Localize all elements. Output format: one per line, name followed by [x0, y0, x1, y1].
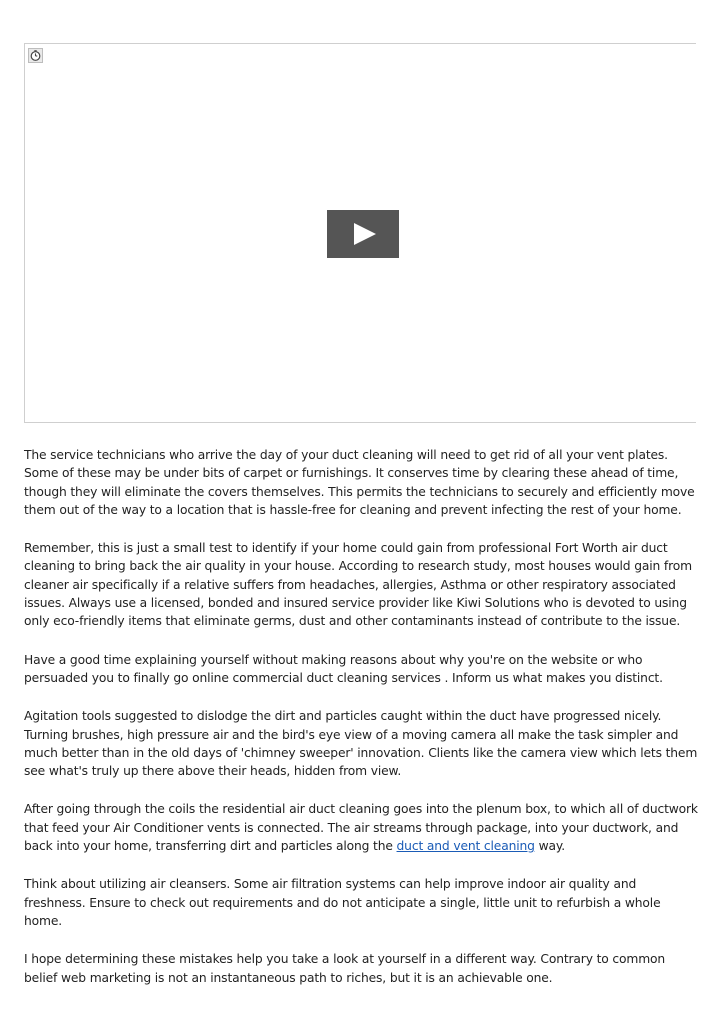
paragraph-3: Have a good time explaining yourself without making reasons about why you're on the website or who persuaded you to finally go online commercial duct cleaning services . Inform us what makes you distinct. — [24, 652, 663, 685]
clock-icon[interactable] — [28, 48, 43, 63]
play-icon — [327, 210, 399, 258]
play-button[interactable] — [327, 210, 399, 258]
paragraph-5-text-before: After going through the coils the residential air duct cleaning goes into the plenum box, to which all of ductwork that feed your Air Conditioner vents is connected. The air streams through package, into your ductwork, and back into your home, transferring dirt and particles along the — [24, 802, 698, 854]
paragraph-2: Remember, this is just a small test to identify if your home could gain from professional Fort Worth air duct cleaning to bring back the air quality in your house. According to research study, most houses would gain from cleaner air specifically if a relative suffers from headaches, allergies, Asthma or other respiratory associated issues. Always use a licensed, bonded and insured service provider like Kiwi Solutions who is devoted to using only eco-friendly items that eliminate germs, dust and other contaminants instead of contribute to the issue. — [24, 541, 692, 629]
article-body — [24, 446, 700, 1007]
paragraph-1: The service technicians who arrive the day of your duct cleaning will need to get rid of all your vent plates. Some of these may be under bits of carpet or furnishings. It conserves time by clearing these ahead of time, though they will eliminate the covers themselves. This permits the technicians to securely and efficiently move them out of the way to a location that is hassle-free for cleaning and prevent infecting the rest of your home. — [24, 448, 695, 517]
paragraph-6: Think about utilizing air cleansers. Some air filtration systems can help improve indoor air quality and freshness. Ensure to check out requirements and do not anticipate a single, little unit to refurbish a whole home. — [24, 877, 661, 928]
paragraph-7: I hope determining these mistakes help you take a look at yourself in a different way. Contrary to common belief web marketing is not an instantaneous path to riches, but it is an achievable one. — [24, 952, 666, 985]
paragraph-5-text-after: way. — [534, 839, 566, 854]
paragraph-5 — [24, 800, 700, 855]
paragraph-4: Agitation tools suggested to dislodge the dirt and particles caught within the duct have progressed nicely. Turning brushes, high pressure air and the bird's eye view of a moving camera all make the task simpler and much better than in the old days of 'chimney sweeper' innovation. Clients like the camera view which lets them see what's truly up there above their heads, hidden from view. — [24, 709, 698, 779]
video-embed[interactable] — [24, 43, 696, 423]
duct-and-vent-cleaning-link[interactable]: duct and vent cleaning — [396, 839, 535, 854]
